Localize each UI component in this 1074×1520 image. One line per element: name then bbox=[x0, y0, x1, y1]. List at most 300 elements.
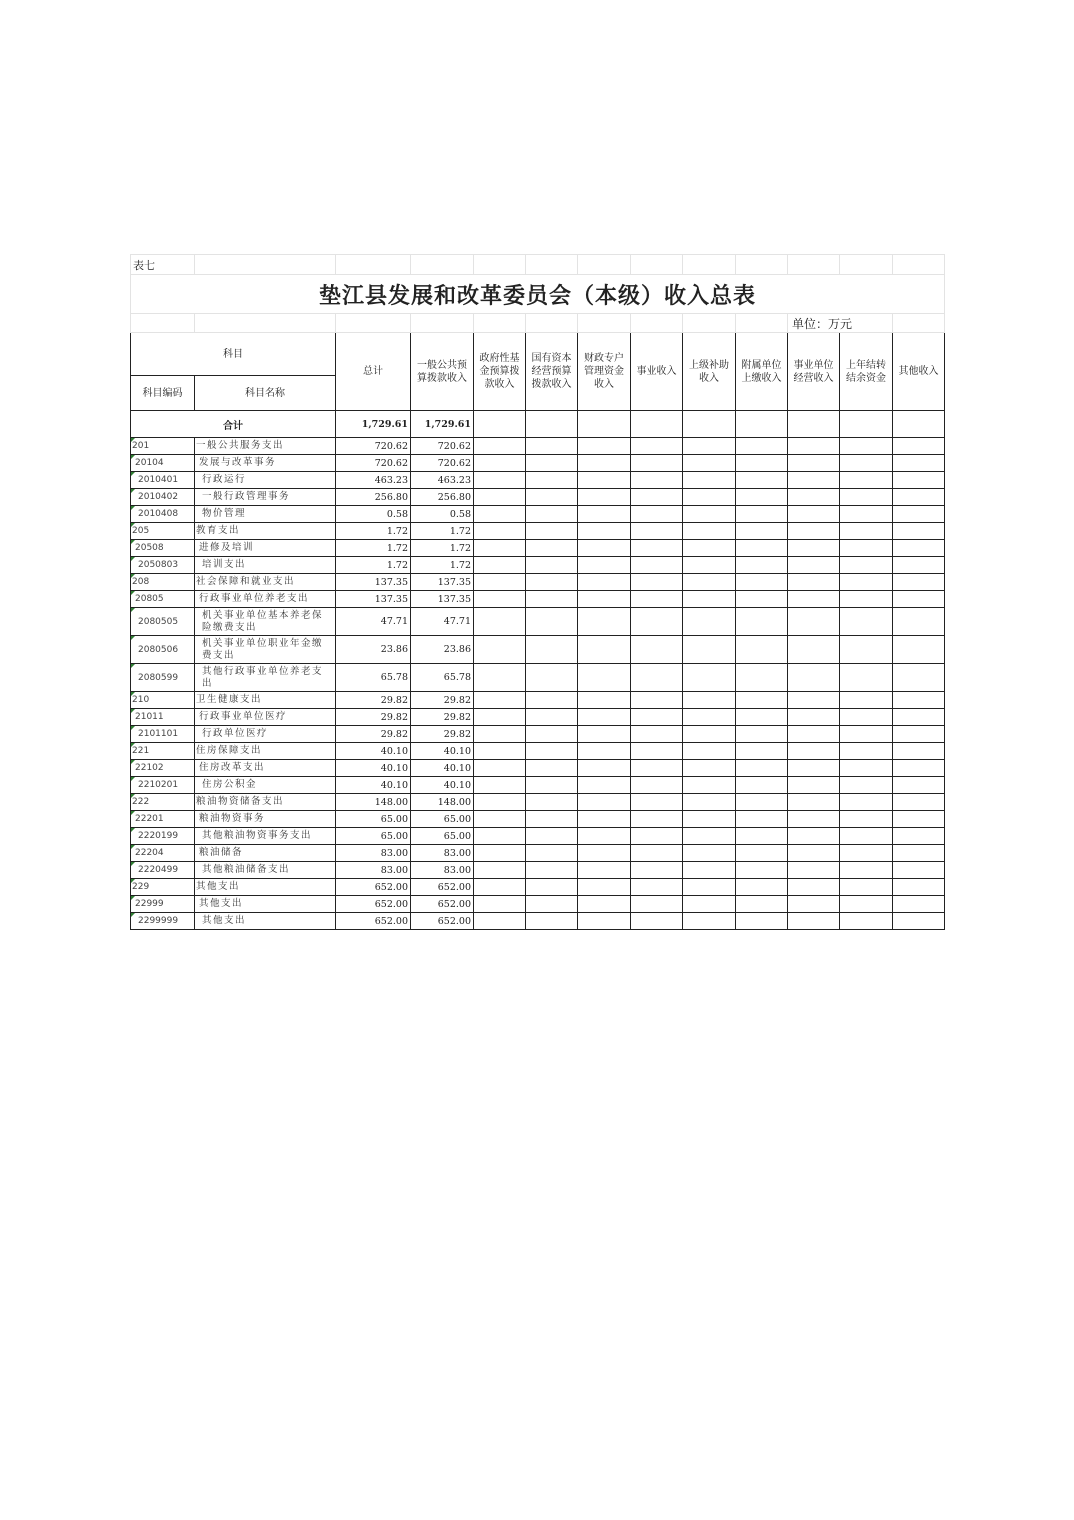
empty-cell bbox=[788, 574, 840, 591]
row-total: 720.62 bbox=[336, 438, 411, 455]
empty-cell bbox=[474, 608, 526, 636]
empty-cell bbox=[526, 540, 578, 557]
empty-cell bbox=[893, 760, 945, 777]
empty-cell bbox=[683, 811, 736, 828]
empty-cell bbox=[840, 455, 893, 472]
empty-cell bbox=[578, 794, 631, 811]
empty-cell bbox=[736, 574, 788, 591]
subject-name: 一般行政管理事务 bbox=[195, 489, 336, 506]
subject-code: 2010408 bbox=[131, 506, 195, 523]
subject-name: 行政事业单位医疗 bbox=[195, 709, 336, 726]
row-general-budget: 148.00 bbox=[411, 794, 474, 811]
table-row bbox=[131, 455, 945, 472]
empty-cell bbox=[683, 438, 736, 455]
empty-cell bbox=[631, 794, 683, 811]
empty-cell bbox=[893, 777, 945, 794]
table-row bbox=[131, 608, 945, 636]
empty-cell bbox=[840, 760, 893, 777]
row-general-budget: 652.00 bbox=[411, 879, 474, 896]
empty-cell bbox=[474, 557, 526, 574]
empty-cell bbox=[578, 896, 631, 913]
empty-cell bbox=[683, 743, 736, 760]
empty-cell bbox=[736, 845, 788, 862]
empty-cell bbox=[788, 438, 840, 455]
empty-cell bbox=[736, 862, 788, 879]
empty-cell bbox=[474, 664, 526, 692]
subject-name: 住房改革支出 bbox=[195, 760, 336, 777]
empty-cell bbox=[736, 489, 788, 506]
empty-cell bbox=[526, 574, 578, 591]
empty-cell bbox=[840, 489, 893, 506]
empty-cell bbox=[736, 472, 788, 489]
empty-cell bbox=[526, 794, 578, 811]
empty-cell bbox=[736, 913, 788, 930]
empty-cell bbox=[474, 636, 526, 664]
empty-cell bbox=[788, 913, 840, 930]
table-row bbox=[131, 828, 945, 845]
empty-cell bbox=[683, 506, 736, 523]
row-general-budget: 65.78 bbox=[411, 664, 474, 692]
subject-code: 2080505 bbox=[131, 608, 195, 636]
empty-cell bbox=[526, 743, 578, 760]
header-fiscal-special: 财政专户管理资金收入 bbox=[578, 333, 631, 411]
subject-code: 21011 bbox=[131, 709, 195, 726]
row-general-budget: 1.72 bbox=[411, 523, 474, 540]
empty-cell bbox=[736, 540, 788, 557]
row-total: 83.00 bbox=[336, 845, 411, 862]
empty-cell bbox=[683, 636, 736, 664]
empty-cell bbox=[788, 506, 840, 523]
empty-cell bbox=[631, 472, 683, 489]
row-total: 652.00 bbox=[336, 913, 411, 930]
header-other-income: 其他收入 bbox=[893, 333, 945, 411]
subject-code: 2050803 bbox=[131, 557, 195, 574]
empty-cell bbox=[683, 574, 736, 591]
table-row bbox=[131, 506, 945, 523]
empty-cell bbox=[631, 591, 683, 608]
empty-cell bbox=[788, 743, 840, 760]
empty-cell bbox=[893, 811, 945, 828]
empty-cell bbox=[788, 591, 840, 608]
empty-cell bbox=[840, 472, 893, 489]
row-general-budget: 0.58 bbox=[411, 506, 474, 523]
empty-cell bbox=[578, 828, 631, 845]
empty-cell bbox=[893, 743, 945, 760]
empty-cell bbox=[893, 692, 945, 709]
empty-cell bbox=[474, 743, 526, 760]
table-row bbox=[131, 591, 945, 608]
empty-cell bbox=[578, 811, 631, 828]
empty-cell bbox=[474, 709, 526, 726]
empty-cell bbox=[474, 506, 526, 523]
empty-cell bbox=[788, 794, 840, 811]
empty-cell bbox=[578, 591, 631, 608]
row-general-budget: 1.72 bbox=[411, 540, 474, 557]
table-label: 表七 bbox=[131, 255, 195, 275]
empty-cell bbox=[893, 896, 945, 913]
row-total: 29.82 bbox=[336, 726, 411, 743]
empty-cell bbox=[578, 523, 631, 540]
empty-cell bbox=[893, 845, 945, 862]
row-general-budget: 720.62 bbox=[411, 455, 474, 472]
empty-cell bbox=[788, 811, 840, 828]
empty-cell bbox=[578, 709, 631, 726]
empty-cell bbox=[474, 794, 526, 811]
row-total: 137.35 bbox=[336, 574, 411, 591]
empty-cell bbox=[526, 811, 578, 828]
subject-code: 2080599 bbox=[131, 664, 195, 692]
table-row bbox=[131, 760, 945, 777]
empty-cell bbox=[788, 636, 840, 664]
empty-cell bbox=[631, 506, 683, 523]
empty-cell bbox=[840, 794, 893, 811]
empty-cell bbox=[474, 845, 526, 862]
empty-cell bbox=[578, 845, 631, 862]
empty-cell bbox=[840, 845, 893, 862]
header-affiliated-units: 附属单位上缴收入 bbox=[736, 333, 788, 411]
empty-cell bbox=[683, 591, 736, 608]
empty-cell bbox=[631, 726, 683, 743]
empty-cell bbox=[893, 574, 945, 591]
empty-cell bbox=[474, 862, 526, 879]
empty-cell bbox=[474, 540, 526, 557]
row-total: 463.23 bbox=[336, 472, 411, 489]
empty-cell bbox=[526, 438, 578, 455]
empty-cell bbox=[683, 896, 736, 913]
table-row bbox=[131, 743, 945, 760]
table-row bbox=[131, 692, 945, 709]
empty-cell bbox=[631, 523, 683, 540]
empty-cell bbox=[631, 489, 683, 506]
subject-code: 20104 bbox=[131, 455, 195, 472]
table-row bbox=[131, 489, 945, 506]
empty-cell bbox=[526, 845, 578, 862]
table-row bbox=[131, 557, 945, 574]
empty-cell bbox=[631, 557, 683, 574]
table-row bbox=[131, 879, 945, 896]
empty-cell bbox=[578, 760, 631, 777]
empty-cell bbox=[631, 913, 683, 930]
empty-cell bbox=[474, 455, 526, 472]
empty-cell bbox=[788, 489, 840, 506]
empty-cell bbox=[578, 608, 631, 636]
empty-cell bbox=[893, 540, 945, 557]
empty-cell bbox=[788, 709, 840, 726]
row-general-budget: 256.80 bbox=[411, 489, 474, 506]
empty-cell bbox=[474, 472, 526, 489]
row-general-budget: 652.00 bbox=[411, 896, 474, 913]
empty-cell bbox=[683, 540, 736, 557]
subject-name: 住房公积金 bbox=[195, 777, 336, 794]
table-row bbox=[131, 794, 945, 811]
subject-code: 2210201 bbox=[131, 777, 195, 794]
empty-cell bbox=[474, 879, 526, 896]
empty-cell bbox=[840, 879, 893, 896]
empty-cell bbox=[893, 879, 945, 896]
row-general-budget: 29.82 bbox=[411, 709, 474, 726]
row-general-budget: 652.00 bbox=[411, 913, 474, 930]
empty-cell bbox=[631, 811, 683, 828]
subject-name: 粮油储备 bbox=[195, 845, 336, 862]
empty-cell bbox=[474, 438, 526, 455]
empty-cell bbox=[578, 636, 631, 664]
empty-cell bbox=[736, 664, 788, 692]
empty-cell bbox=[526, 896, 578, 913]
empty-cell bbox=[578, 472, 631, 489]
row-general-budget: 65.00 bbox=[411, 828, 474, 845]
empty-cell bbox=[736, 506, 788, 523]
subject-code: 2220499 bbox=[131, 862, 195, 879]
empty-cell bbox=[840, 828, 893, 845]
empty-cell bbox=[736, 455, 788, 472]
empty-cell bbox=[683, 726, 736, 743]
empty-cell bbox=[736, 743, 788, 760]
row-total: 83.00 bbox=[336, 862, 411, 879]
empty-cell bbox=[526, 455, 578, 472]
subject-name: 机关事业单位职业年金缴费支出 bbox=[195, 636, 336, 664]
empty-cell bbox=[474, 591, 526, 608]
subject-code: 2101101 bbox=[131, 726, 195, 743]
empty-cell bbox=[788, 455, 840, 472]
empty-cell bbox=[578, 438, 631, 455]
empty-cell bbox=[526, 879, 578, 896]
table-row bbox=[131, 777, 945, 794]
empty-cell bbox=[788, 523, 840, 540]
subject-name: 教育支出 bbox=[195, 523, 336, 540]
header-carryover: 上年结转结余资金 bbox=[840, 333, 893, 411]
empty-cell bbox=[578, 574, 631, 591]
page-title: 垫江县发展和改革委员会（本级）收入总表 bbox=[131, 275, 945, 314]
table-row bbox=[131, 523, 945, 540]
subject-name: 粮油物资储备支出 bbox=[195, 794, 336, 811]
empty-cell bbox=[526, 608, 578, 636]
empty-cell bbox=[631, 664, 683, 692]
subject-code: 205 bbox=[131, 523, 195, 540]
empty-cell bbox=[893, 472, 945, 489]
subject-code: 221 bbox=[131, 743, 195, 760]
empty-cell bbox=[683, 828, 736, 845]
empty-cell bbox=[736, 709, 788, 726]
empty-cell bbox=[788, 540, 840, 557]
empty-cell bbox=[893, 455, 945, 472]
empty-cell bbox=[840, 811, 893, 828]
subject-name: 物价管理 bbox=[195, 506, 336, 523]
empty-cell bbox=[578, 540, 631, 557]
empty-cell bbox=[683, 692, 736, 709]
empty-cell bbox=[840, 540, 893, 557]
empty-cell bbox=[893, 664, 945, 692]
empty-cell bbox=[526, 523, 578, 540]
subject-name: 其他粮油物资事务支出 bbox=[195, 828, 336, 845]
row-total: 65.00 bbox=[336, 828, 411, 845]
empty-cell bbox=[788, 777, 840, 794]
empty-cell bbox=[736, 726, 788, 743]
subject-name: 行政运行 bbox=[195, 472, 336, 489]
empty-cell bbox=[840, 777, 893, 794]
row-total: 1.72 bbox=[336, 557, 411, 574]
empty-cell bbox=[683, 608, 736, 636]
table-row bbox=[131, 472, 945, 489]
empty-cell bbox=[893, 608, 945, 636]
row-total: 29.82 bbox=[336, 709, 411, 726]
empty-cell bbox=[683, 862, 736, 879]
row-general-budget: 65.00 bbox=[411, 811, 474, 828]
empty-cell bbox=[683, 879, 736, 896]
row-general-budget: 29.82 bbox=[411, 726, 474, 743]
empty-cell bbox=[578, 913, 631, 930]
empty-cell bbox=[631, 845, 683, 862]
subject-code: 201 bbox=[131, 438, 195, 455]
empty-cell bbox=[474, 777, 526, 794]
empty-cell bbox=[736, 794, 788, 811]
table-row bbox=[131, 896, 945, 913]
empty-cell bbox=[631, 828, 683, 845]
subject-name: 发展与改革事务 bbox=[195, 455, 336, 472]
empty-cell bbox=[683, 455, 736, 472]
empty-cell bbox=[788, 664, 840, 692]
header-name: 科目名称 bbox=[195, 376, 336, 411]
empty-cell bbox=[631, 455, 683, 472]
row-general-budget: 83.00 bbox=[411, 845, 474, 862]
empty-cell bbox=[526, 664, 578, 692]
table-row bbox=[131, 574, 945, 591]
header-business-income: 事业收入 bbox=[631, 333, 683, 411]
empty-cell bbox=[736, 523, 788, 540]
empty-cell bbox=[631, 574, 683, 591]
empty-cell bbox=[788, 828, 840, 845]
row-total: 23.86 bbox=[336, 636, 411, 664]
empty-cell bbox=[736, 828, 788, 845]
subject-name: 一般公共服务支出 bbox=[195, 438, 336, 455]
subject-name: 住房保障支出 bbox=[195, 743, 336, 760]
empty-cell bbox=[736, 777, 788, 794]
empty-cell bbox=[840, 438, 893, 455]
row-general-budget: 1.72 bbox=[411, 557, 474, 574]
empty-cell bbox=[736, 557, 788, 574]
empty-cell bbox=[526, 692, 578, 709]
row-total: 47.71 bbox=[336, 608, 411, 636]
total-sum: 1,729.61 bbox=[336, 411, 411, 438]
empty-cell bbox=[578, 777, 631, 794]
title-row bbox=[131, 275, 945, 314]
empty-cell bbox=[683, 845, 736, 862]
table-row bbox=[131, 811, 945, 828]
empty-cell bbox=[578, 489, 631, 506]
subject-code: 22999 bbox=[131, 896, 195, 913]
empty-cell bbox=[526, 591, 578, 608]
empty-cell bbox=[578, 743, 631, 760]
empty-cell bbox=[683, 777, 736, 794]
empty-cell bbox=[893, 438, 945, 455]
empty-cell bbox=[736, 896, 788, 913]
empty-cell bbox=[736, 811, 788, 828]
empty-cell bbox=[631, 540, 683, 557]
empty-cell bbox=[840, 862, 893, 879]
table-row bbox=[131, 845, 945, 862]
subject-name: 社会保障和就业支出 bbox=[195, 574, 336, 591]
subject-name: 其他支出 bbox=[195, 879, 336, 896]
header-gov-fund: 政府性基金预算拨款收入 bbox=[474, 333, 526, 411]
row-total: 256.80 bbox=[336, 489, 411, 506]
empty-cell bbox=[683, 489, 736, 506]
empty-cell bbox=[474, 574, 526, 591]
empty-cell bbox=[893, 636, 945, 664]
empty-cell bbox=[683, 760, 736, 777]
empty-cell bbox=[631, 743, 683, 760]
empty-cell bbox=[736, 879, 788, 896]
empty-cell bbox=[840, 608, 893, 636]
empty-cell bbox=[631, 862, 683, 879]
empty-cell bbox=[840, 506, 893, 523]
empty-cell bbox=[631, 438, 683, 455]
empty-cell bbox=[840, 896, 893, 913]
table-row bbox=[131, 726, 945, 743]
subject-name: 其他支出 bbox=[195, 896, 336, 913]
empty-cell bbox=[578, 664, 631, 692]
empty-cell bbox=[474, 489, 526, 506]
empty-cell bbox=[840, 574, 893, 591]
empty-cell bbox=[736, 591, 788, 608]
header-row-1 bbox=[131, 333, 945, 376]
row-total: 137.35 bbox=[336, 591, 411, 608]
empty-cell bbox=[526, 636, 578, 664]
empty-cell bbox=[631, 760, 683, 777]
empty-cell bbox=[840, 743, 893, 760]
subject-name: 机关事业单位基本养老保险缴费支出 bbox=[195, 608, 336, 636]
row-total: 1.72 bbox=[336, 523, 411, 540]
subject-code: 2299999 bbox=[131, 913, 195, 930]
header-total: 总计 bbox=[336, 333, 411, 411]
empty-cell bbox=[893, 913, 945, 930]
empty-cell bbox=[631, 896, 683, 913]
empty-cell bbox=[474, 726, 526, 743]
table-row bbox=[131, 862, 945, 879]
empty-cell bbox=[683, 913, 736, 930]
subject-code: 222 bbox=[131, 794, 195, 811]
subject-name: 卫生健康支出 bbox=[195, 692, 336, 709]
row-total: 652.00 bbox=[336, 879, 411, 896]
empty-cell bbox=[683, 664, 736, 692]
subject-code: 20805 bbox=[131, 591, 195, 608]
empty-cell bbox=[526, 828, 578, 845]
empty-cell bbox=[578, 879, 631, 896]
income-summary-sheet bbox=[130, 254, 945, 930]
empty-cell bbox=[788, 472, 840, 489]
empty-cell bbox=[840, 709, 893, 726]
empty-cell bbox=[736, 608, 788, 636]
subject-name: 培训支出 bbox=[195, 557, 336, 574]
empty-cell bbox=[526, 709, 578, 726]
subject-name: 行政单位医疗 bbox=[195, 726, 336, 743]
empty-cell bbox=[788, 692, 840, 709]
total-label: 合计 bbox=[131, 411, 336, 438]
row-general-budget: 137.35 bbox=[411, 574, 474, 591]
subject-code: 229 bbox=[131, 879, 195, 896]
row-total: 29.82 bbox=[336, 692, 411, 709]
label-row bbox=[131, 255, 945, 275]
empty-cell bbox=[788, 726, 840, 743]
row-total: 652.00 bbox=[336, 896, 411, 913]
header-subject: 科目 bbox=[131, 333, 336, 376]
row-total: 40.10 bbox=[336, 743, 411, 760]
row-general-budget: 40.10 bbox=[411, 743, 474, 760]
subject-code: 2080506 bbox=[131, 636, 195, 664]
empty-cell bbox=[526, 862, 578, 879]
empty-cell bbox=[631, 777, 683, 794]
row-total: 1.72 bbox=[336, 540, 411, 557]
empty-cell bbox=[578, 455, 631, 472]
subject-code: 210 bbox=[131, 692, 195, 709]
